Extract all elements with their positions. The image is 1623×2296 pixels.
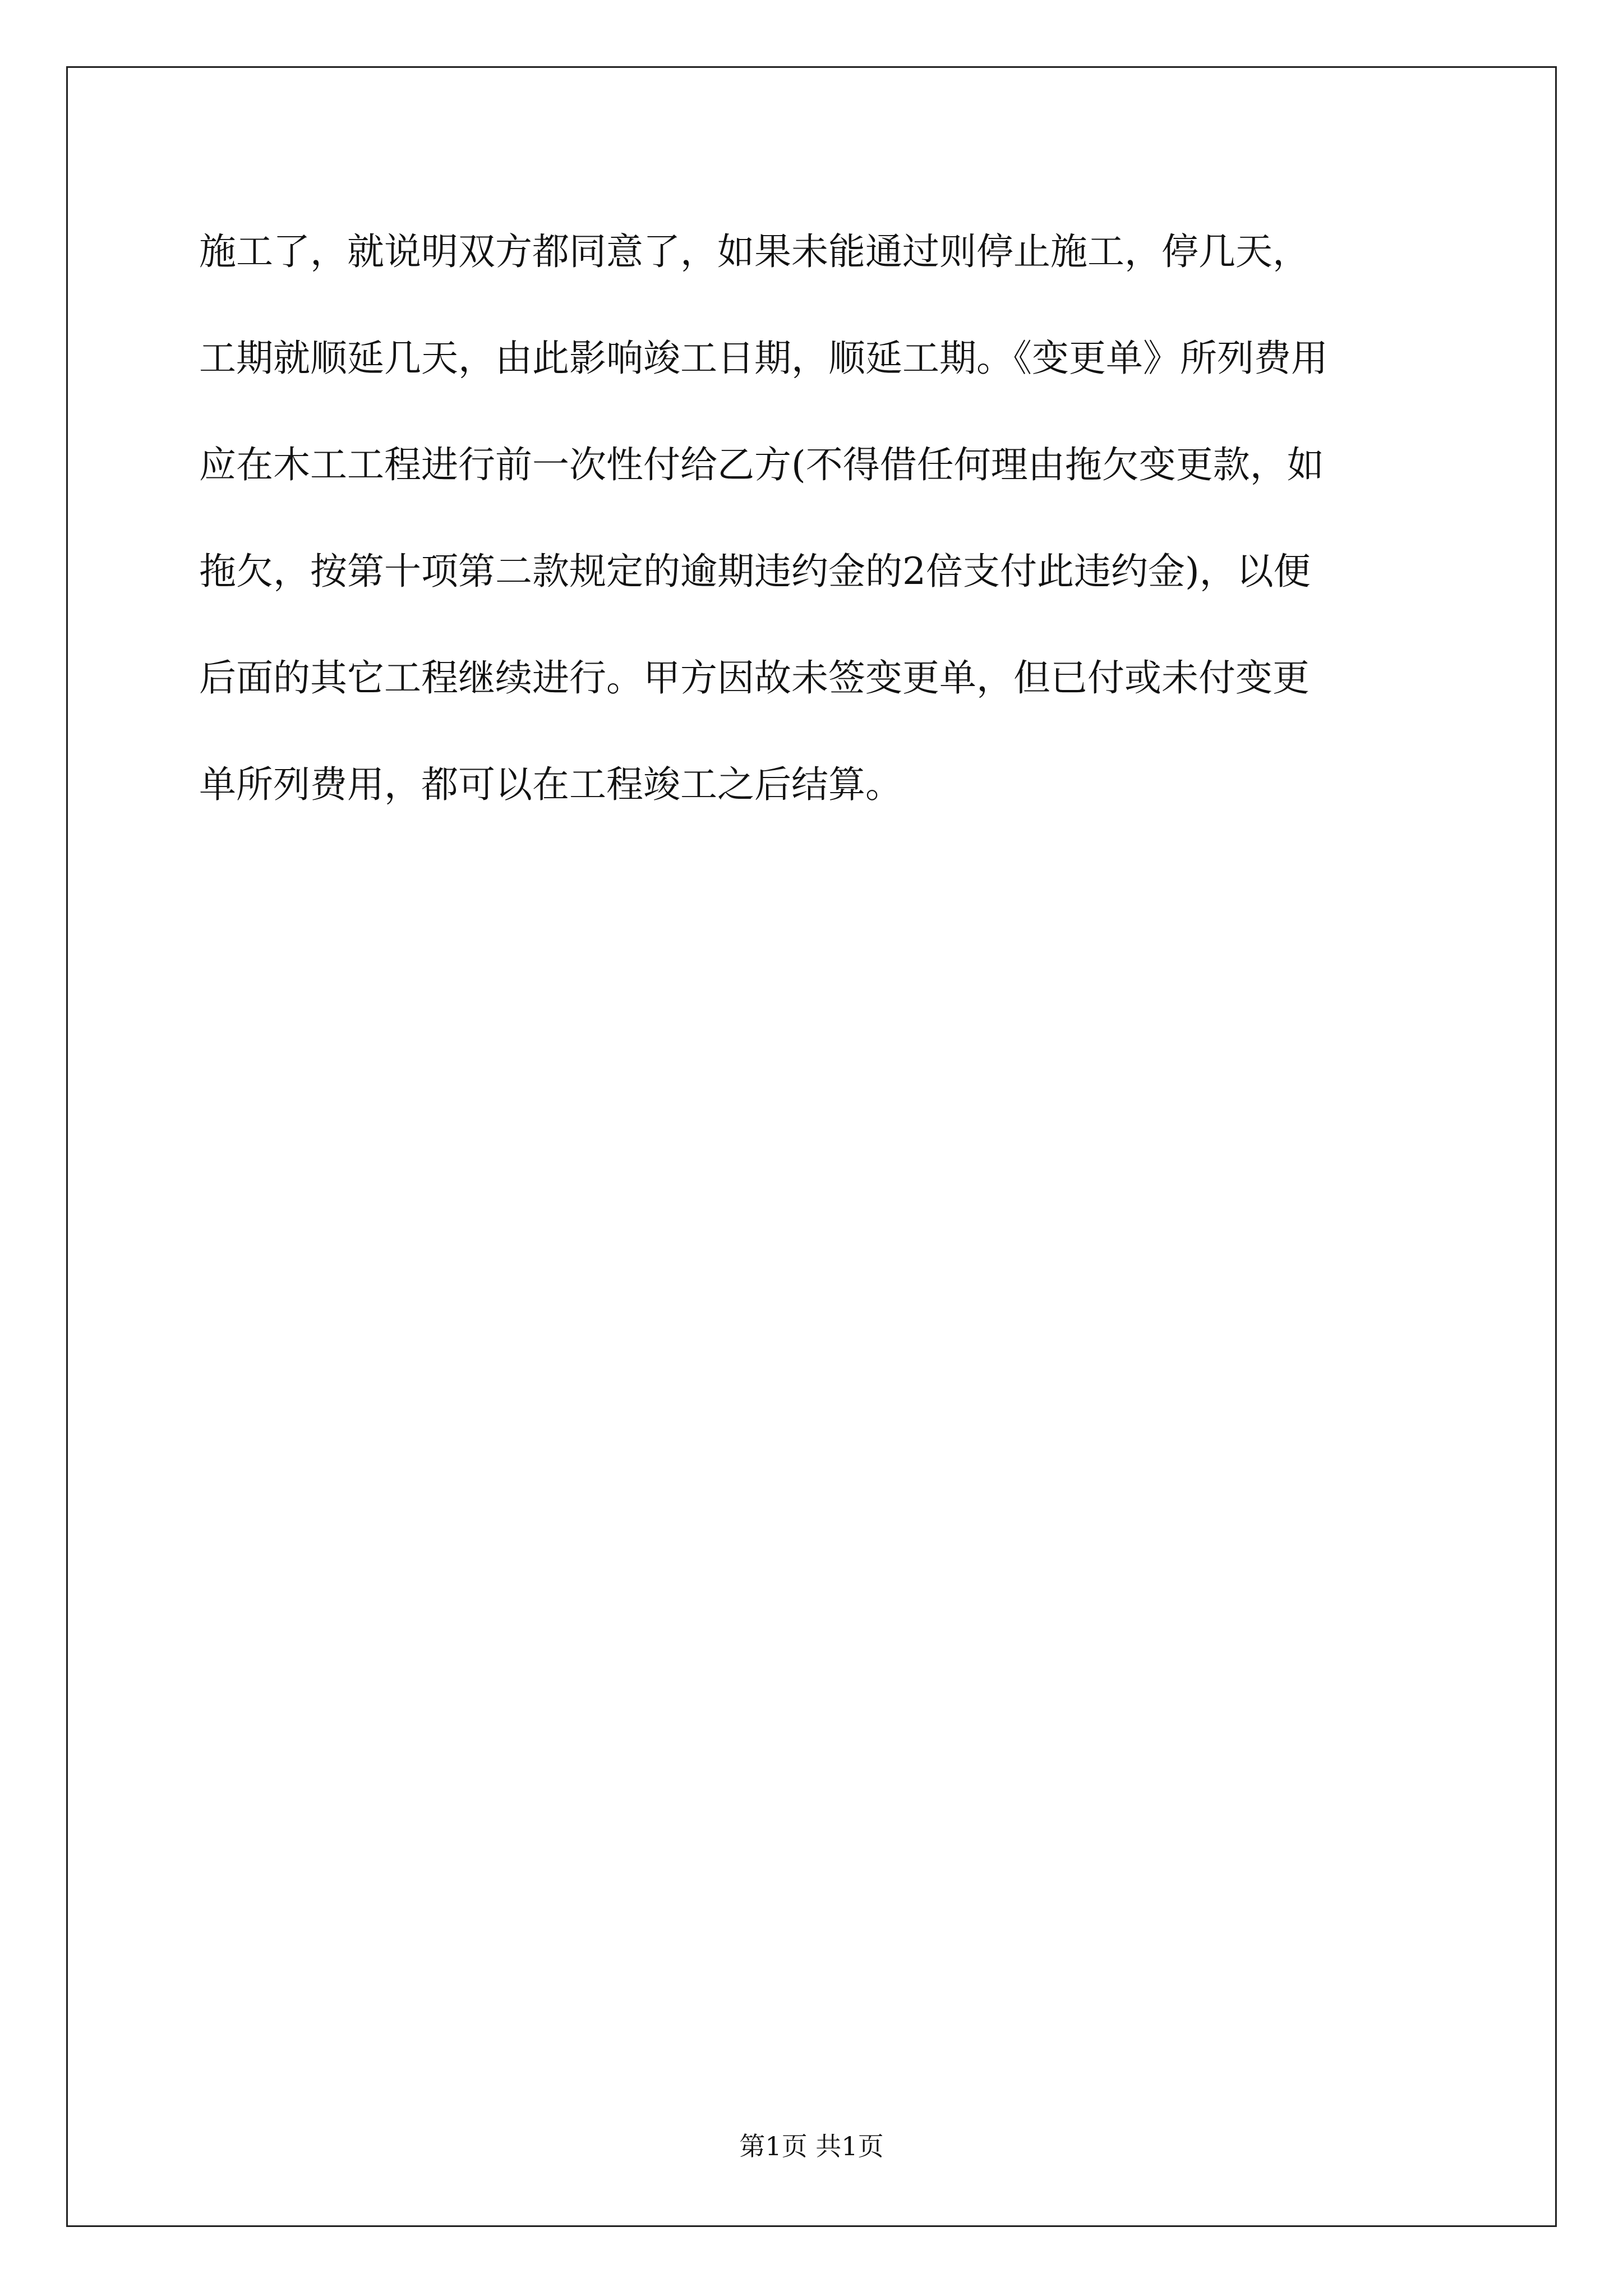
text-line: 应在木工工程进行前一次性付给乙方(不得借任何理由拖欠变更款，如 — [199, 443, 1324, 486]
page-border — [66, 66, 1557, 2227]
page-footer: 第1页 共1页 — [739, 2131, 884, 2161]
text-line: 工期就顺延几天，由此影响竣工日期，顺延工期。《变更单》所列费用 — [199, 337, 1328, 380]
text-line: 单所列费用，都可以在工程竣工之后结算。 — [199, 763, 902, 806]
text-line: 施工了，就说明双方都同意了，如果未能通过则停止施工，停几天， — [199, 230, 1310, 273]
text-line: 后面的其它工程继续进行。甲方因故未签变更单，但已付或未付变更 — [199, 656, 1310, 700]
text-line: 拖欠，按第十项第二款规定的逾期违约金的2倍支付此违约金)，以便 — [199, 550, 1311, 593]
